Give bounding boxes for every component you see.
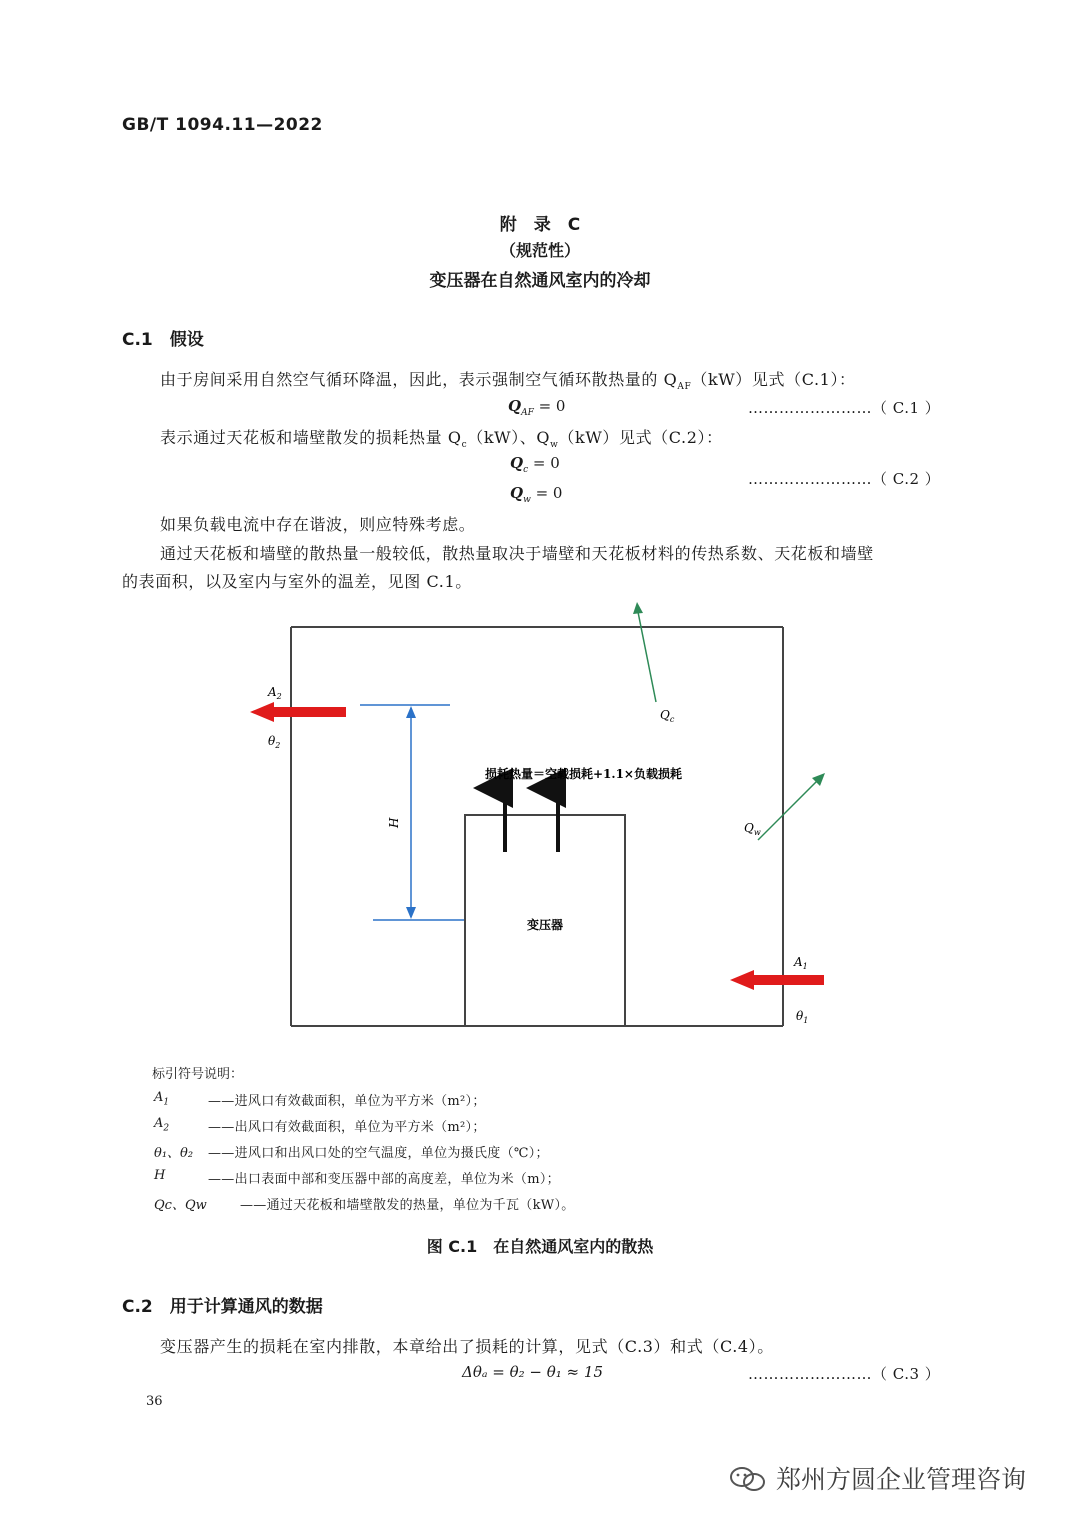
equation-c2b: $Q_w = 0$ bbox=[510, 484, 563, 505]
equation-c2-number: ……………………（ C.2 ） bbox=[748, 470, 941, 488]
label-theta2: $\theta_2$ bbox=[268, 734, 281, 750]
label-qw: $Q_w$ bbox=[744, 821, 761, 837]
c1-paragraph-2: 表示通过天花板和墙壁散发的损耗热量 $Q_c(kW)$、$Q_w(kW)$见式（C.2）： bbox=[160, 428, 723, 451]
legend-text-theta: ——进风口和出风口处的空气温度，单位为摄氏度（℃）； bbox=[208, 1146, 549, 1161]
section-c2-heading: C.2 用于计算通风的数据 bbox=[122, 1297, 323, 1317]
outlet-arrow-shaft bbox=[270, 707, 346, 717]
room-outline bbox=[291, 627, 783, 1026]
height-dimension bbox=[360, 705, 464, 920]
figure-caption: 图 C.1 在自然通风室内的散热 bbox=[426, 1237, 654, 1256]
label-h: H bbox=[387, 817, 401, 828]
outlet-arrow-head bbox=[250, 702, 274, 722]
equation-c3: Δθₐ = θ₂ − θ₁ ≈ 15 bbox=[462, 1363, 603, 1381]
heat-formula: 损耗热量＝空载损耗+1.1×负载损耗 bbox=[485, 767, 682, 781]
legend-text-q: ——通过天花板和墙壁散发的热量，单位为千瓦（kW）。 bbox=[240, 1198, 575, 1213]
qc-arrow-head bbox=[633, 602, 643, 614]
qc-arrow-line bbox=[638, 612, 656, 702]
section-c1-heading: C.1 假设 bbox=[122, 330, 204, 350]
legend-text-a1: ——进风口有效截面积，单位为平方米（m²）； bbox=[208, 1094, 486, 1109]
legend-text-h: ——出口表面中部和变压器中部的高度差，单位为米（m）； bbox=[208, 1172, 560, 1187]
document-id: GB/T 1094.11—2022 bbox=[122, 115, 323, 135]
inlet-arrow-head bbox=[730, 970, 754, 990]
label-a1: $A_1$ bbox=[794, 955, 808, 971]
equation-c2a: $Q_c = 0$ bbox=[510, 454, 560, 475]
annex-nature: （规范性） bbox=[499, 241, 580, 260]
label-qc: $Q_c$ bbox=[660, 708, 675, 724]
equation-c1: $Q_{AF} = 0$ bbox=[508, 397, 566, 418]
watermark-text: 郑州方圆企业管理咨询 bbox=[776, 1465, 1027, 1494]
legend-symbol-theta: θ₁、θ₂ bbox=[154, 1146, 194, 1161]
equation-c1-number: ……………………（ C.1 ） bbox=[748, 399, 941, 417]
legend-title: 标引符号说明： bbox=[152, 1067, 244, 1082]
legend-symbol-a2: $A_2$ bbox=[154, 1116, 170, 1134]
legend-symbol-h: H bbox=[154, 1168, 166, 1183]
inlet-arrow-shaft bbox=[752, 975, 824, 985]
c1-paragraph-4-line2: 的表面积，以及室内与室外的温差，见图 C.1。 bbox=[122, 572, 472, 591]
c1-paragraph-4-line1: 通过天花板和墙壁的散热量一般较低，散热量取决于墙壁和天花板材料的传热系数、天花板和墙壁 bbox=[160, 544, 874, 563]
label-a2: $A_2$ bbox=[268, 685, 282, 701]
label-theta1: $\theta_1$ bbox=[796, 1009, 809, 1025]
transformer-label: 变压器 bbox=[526, 918, 564, 932]
equation-c3-number: ……………………（ C.3 ） bbox=[748, 1365, 941, 1383]
dimension-arrow-top bbox=[406, 706, 416, 718]
page-number: 36 bbox=[146, 1394, 163, 1409]
annex-label: 附 录 C bbox=[499, 215, 581, 235]
legend-symbol-a1: $A_1$ bbox=[154, 1090, 170, 1108]
legend-symbol-q: Qc、Qw bbox=[154, 1198, 207, 1213]
wechat-icon bbox=[728, 1466, 768, 1492]
annex-title: 变压器在自然通风室内的冷却 bbox=[429, 271, 651, 291]
c1-paragraph-3: 如果负载电流中存在谐波，则应特殊考虑。 bbox=[160, 515, 476, 534]
c2-paragraph-1: 变压器产生的损耗在室内排散，本章给出了损耗的计算，见式（C.3）和式（C.4）。 bbox=[160, 1337, 774, 1356]
dimension-arrow-bottom bbox=[406, 907, 416, 919]
qw-arrow-line bbox=[758, 780, 818, 840]
c1-paragraph-1: 由于房间采用自然空气循环降温，因此，表示强制空气循环散热量的 $Q_{AF}(kW)$见式（C.1）： bbox=[160, 370, 856, 393]
legend-text-a2: ——出风口有效截面积，单位为平方米（m²）； bbox=[208, 1120, 486, 1135]
